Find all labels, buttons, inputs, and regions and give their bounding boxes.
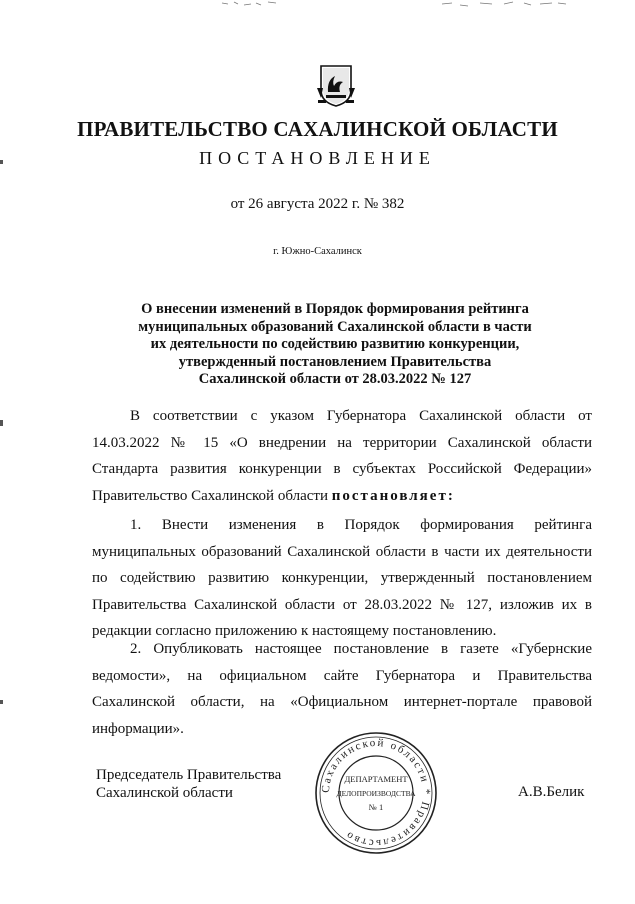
decision-keyword: постановляет: (331, 487, 455, 504)
signatory-position (96, 766, 281, 802)
document-type: ПОСТАНОВЛЕНИЕ (199, 148, 436, 168)
stamp-center-line: ДЕПАРТАМЕНТ (344, 774, 408, 784)
stamp-center-line: № 1 (368, 802, 384, 812)
document-date-number: от 26 августа 2022 г. № 382 (230, 196, 405, 212)
clause-1-text: 1. Внести изменения в Порядок формирования рейтинга муниципальных образований Сахалинской области в части их деятельности по содействию развитию конкуренции, утвержденный постановлением Правительства Сахалинской области от 28.03.2022 № 127, изложив их в редакции согласно приложению к настоящему постановлению. (92, 517, 592, 639)
subject-line: утвержденный постановлением Правительства (178, 353, 492, 370)
subject-line: их деятельности по содействию развитию конкуренции, (150, 336, 520, 353)
stamp-ring-text: Сахалинской области * Правительство (319, 736, 433, 850)
sakhalin-emblem-icon (313, 62, 359, 108)
document-subject (100, 301, 570, 389)
preamble-paragraph (92, 403, 592, 509)
subject-line: Сахалинской области от 28.03.2022 № 127 (198, 371, 472, 388)
preamble-text: В соответствии с указом Губернатора Сахалинской области от 14.03.2022 № 15 «О внедрении на территории Сахалинской области Стандарта развития конкуренции в субъектах Российской Федерации» Правительство Сахалинской области (92, 408, 592, 504)
clause-2 (92, 636, 592, 742)
scan-edge-mark (0, 160, 3, 164)
scan-edge-mark (0, 700, 3, 704)
signatory-name: А.В.Белик (518, 784, 585, 800)
signatory-position-line: Сахалинской области (96, 785, 233, 801)
subject-line: муниципальных образований Сахалинской области в части (138, 318, 532, 335)
government-title: ПРАВИТЕЛЬСТВО САХАЛИНСКОЙ ОБЛАСТИ (77, 117, 558, 141)
scan-noise (220, 0, 280, 10)
subject-line: О внесении изменений в Порядок формирования рейтинга (141, 301, 529, 317)
official-stamp (313, 730, 439, 856)
scan-edge-mark (0, 420, 3, 426)
scan-noise (440, 0, 570, 10)
signatory-position-line: Председатель Правительства (96, 767, 282, 783)
document-city: г. Южно-Сахалинск (273, 246, 362, 257)
clause-2-text: 2. Опубликовать настоящее постановление в газете «Губернские ведомости», на официальном сайте Губернатора и Правительства Сахалинской области, на «Официальном интернет-портале правовой информации». (92, 641, 592, 737)
stamp-center-line: ДЕЛОПРОИЗВОДСТВА (336, 789, 416, 798)
clause-1 (92, 512, 592, 645)
